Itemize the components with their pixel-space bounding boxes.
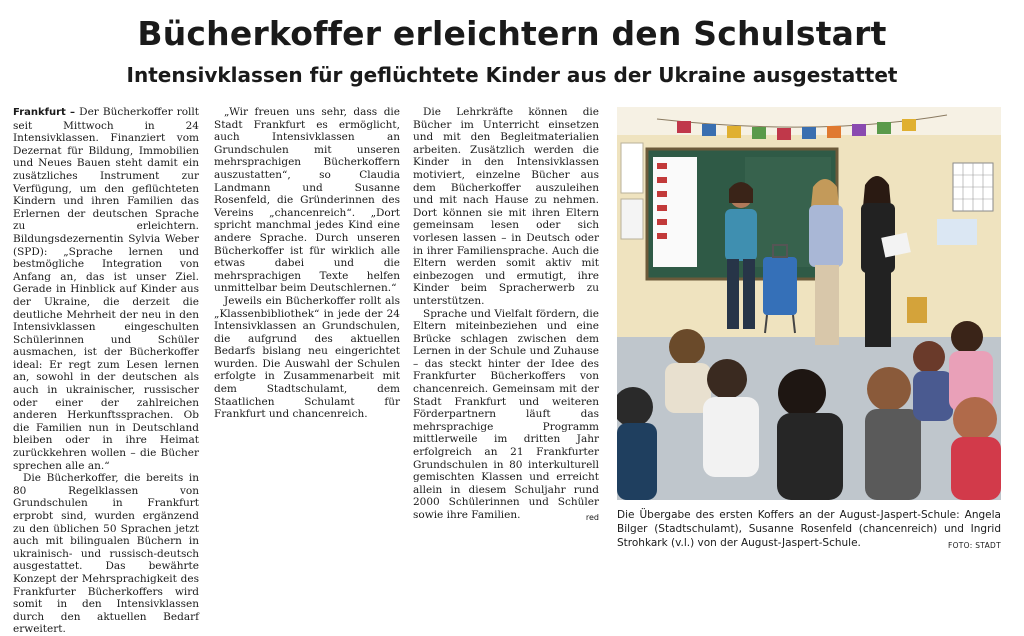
article-paragraph-6: Sprache und Vielfalt fördern, die Eltern miteinbeziehen und eine Brücke schlagen zwischen dem Lernen in der Schule und Zuhause – das steckt hinter der Idee des Frankfurter Bücherkoffers von chancenreich. Gemeinsam mit der Stadt Frankfurt und weiteren Förderpartnern läuft das mehrsprachige Programm mittlerweile im dritten Jahr erfolgreich an 21 Frankfurter Grundschulen in 80 interkulturell gemischten Klassen und erreicht allein in diesem Schuljahr rund 2000 Schülerinnen und Schüler sowie ihre Familien. bbox=[413, 307, 599, 521]
article-paragraph-1: Frankfurt – Der Bücherkoffer rollt seit Mittwoch in 24 Intensivklassen. Finanziert vom Dezernat für Bildung, Immobilien und Neues Bauen steht damit ein zusätzliches Instrument zur Verfügung, um den geflüchteten Kindern und ihren Familien das Erlernen der deutschen Sprache zu erleichtern. Bildungsdezernentin Sylvia Weber (SPD): „Sprache lernen und bestmögliche Integration von Anfang an, das ist unser Ziel. Gerade in Hinblick auf Kinder aus der Ukraine, die derzeit die deutliche Mehrheit der neu in den Intensivklassen eingeschulten Schülerinnen und Schüler ausmachen, ist der Bücherkoffer ideal: Er regt zum Lesen lernen an, sowohl in der deutschen als auch in ukrainischer, russischer oder einer der zahlreichen anderen Herkunftssprachen. Ob die Familien nun in Deutschland bleiben oder in ihre Heimat zurückkehren wollen – die Bücher sprechen alle an.“ bbox=[13, 106, 199, 472]
article-column-3 bbox=[413, 106, 599, 524]
article-paragraph-3: „Wir freuen uns sehr, dass die Stadt Frankfurt es ermöglicht, auch Intensivklassen an Grundschulen mit unseren mehrsprachigen Bücherkoffern auszustatten“, so Claudia Landmann und Susanne Rosenfeld, die Gründerinnen des Vereins „chancenreich“. „Dort spricht manchmal jedes Kind eine andere Sprache. Durch unseren Bücherkoffer ist für wirklich alle etwas dabei und die mehrsprachigen Texte helfen unmittelbar beim Deutschlernen.“ bbox=[214, 106, 400, 295]
article-paragraph-2: Die Bücherkoffer, die bereits in 80 Regelklassen von Grundschulen in Frankfurt erprobt sind, wurden ergänzend zu den üblichen 50 Sprachen jetzt auch mit bilingualen Büchern in ukrainisch- und russisch-deutsch ausgestattet. Das bewährte Konzept der Mehrsprachigkeit des Frankfurter Bücherkoffers wird somit in den Intensivklassen durch den aktuellen Bedarf erweitert. bbox=[13, 472, 199, 636]
classroom-photo-illustration bbox=[617, 107, 1001, 500]
photo-caption-text: Die Übergabe des ersten Koffers an der August-Jaspert-Schule: Angela Bilger (Stadtschulamt), Susanne Rosenfeld (chancenreich) und Ingrid Strohkark (v.l.) von der August-Jaspert-Schule. bbox=[617, 509, 1001, 549]
article-photo bbox=[617, 107, 1001, 500]
article-column-2 bbox=[214, 106, 400, 421]
article-paragraph-5: Die Lehrkräfte können die Bücher im Unterricht einsetzen und mit den Begleitmaterialien arbeiten. Zusätzlich werden die Kinder in den Intensivklassen motiviert, einzelne Bücher aus dem Bücherkoffer auszuleihen und mit nach Hause zu nehmen. Dort können sie mit ihren Eltern gemeinsam lesen oder sich vorlesen lassen – in Deutsch oder in ihrer Familiensprache. Auch die Eltern werden somit aktiv mit einbezogen und ermutigt, ihre Kinder beim Spracherwerb zu unterstützen. bbox=[413, 106, 599, 307]
photo-caption bbox=[617, 508, 1001, 553]
photo-credit: FOTO: STADT bbox=[947, 541, 1001, 550]
dateline: Frankfurt – bbox=[13, 107, 76, 118]
article-column-1 bbox=[13, 106, 199, 636]
author-tag: red bbox=[585, 512, 599, 522]
headline: Bücherkoffer erleichtern den Schulstart bbox=[137, 14, 887, 53]
article-paragraph-4: Jeweils ein Bücherkoffer rollt als „Klassenbibliothek“ in jede der 24 Intensivklassen an Grundschulen, die aufgrund des aktuellen Bedarfs bislang neu eingerichtet wurden. Die Auswahl der Schulen erfolgte in Zusammenarbeit mit dem Stadtschulamt, dem Staatlichen Schulamt für Frankfurt und chancenreich. bbox=[214, 294, 400, 421]
subheadline: Intensivklassen für geflüchtete Kinder aus der Ukraine ausgestattet bbox=[126, 63, 898, 87]
